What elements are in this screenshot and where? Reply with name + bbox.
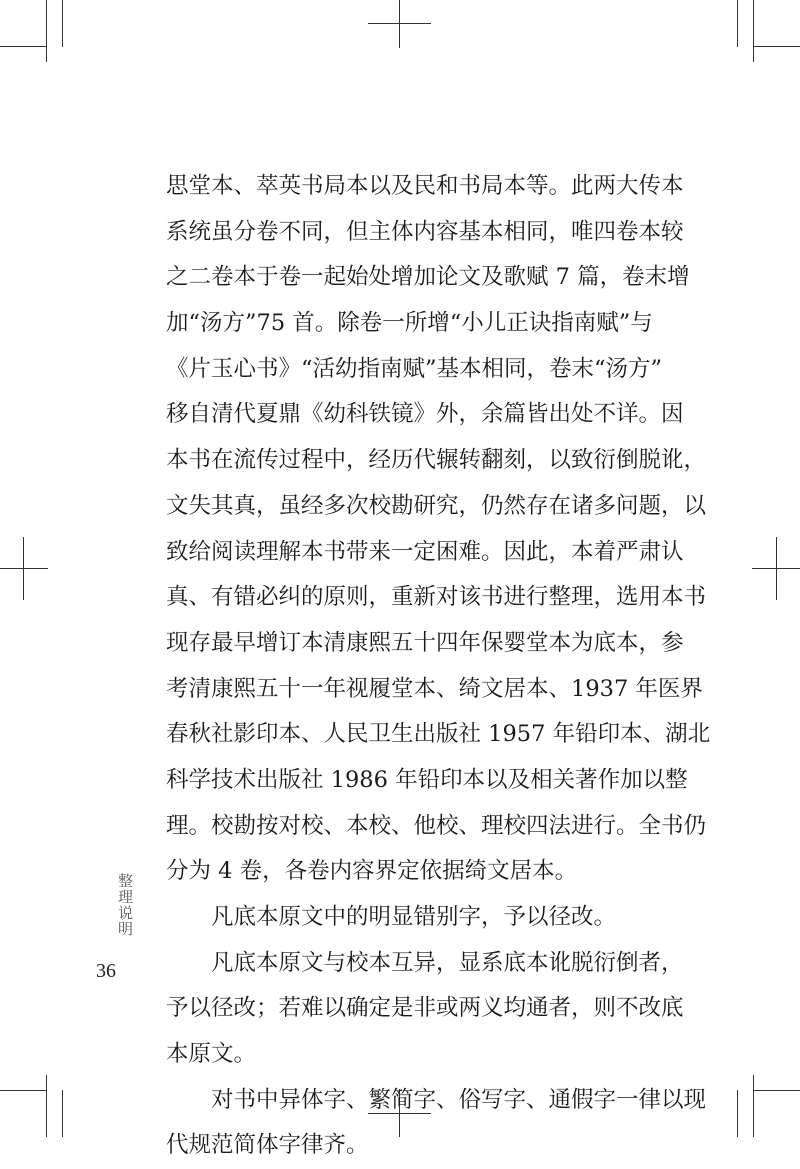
crop-mark bbox=[399, 0, 400, 48]
text-line: 代规范简体字律齐。 bbox=[166, 1132, 369, 1159]
crop-mark bbox=[23, 537, 24, 600]
text-line: 考清康熙五十一年视履堂本、绮文居本、1937 年医界 bbox=[166, 675, 703, 702]
text-line: 分为 4 卷，各卷内容界定依据绮文居本。 bbox=[166, 858, 578, 885]
crop-mark bbox=[368, 23, 431, 24]
text-line: 《片玉心书》“活幼指南赋”基本相同，卷末“汤方” bbox=[166, 355, 663, 382]
crop-mark bbox=[46, 0, 47, 62]
text-line: 春秋社影印本、人民卫生出版社 1957 年铅印本、湖北 bbox=[166, 721, 711, 748]
text-line: 本原文。 bbox=[166, 1041, 257, 1068]
paragraph-start-line: 对书中异体字、繁简字、俗写字、通假字一律以现 bbox=[211, 1086, 707, 1113]
text-line: 理。校勘按对校、本校、他校、理校四法进行。全书仍 bbox=[166, 812, 707, 839]
body-text bbox=[166, 164, 711, 1169]
crop-mark bbox=[46, 1075, 47, 1137]
text-line: 加“汤方”75 首。除卷一所增“小儿正诀指南赋”与 bbox=[166, 310, 653, 337]
paragraph-start-line: 凡底本原文与校本互异，显系底本讹脱衍倒者， bbox=[211, 949, 684, 976]
text-line: 真、有错必纠的原则，重新对该书进行整理，选用本书 bbox=[166, 584, 707, 611]
text-line: 移自清代夏鼎《幼科铁镜》外，余篇皆出处不详。因 bbox=[166, 401, 684, 428]
crop-mark bbox=[776, 537, 777, 600]
text-line: 文失其真，虽经多次校勘研究，仍然存在诸多问题，以 bbox=[166, 492, 707, 519]
text-line: 现存最早增订本清康熙五十四年保婴堂本为底本，参 bbox=[166, 629, 684, 656]
paragraph-start-line: 凡底本原文中的明显错别字，予以径改。 bbox=[211, 904, 617, 930]
text-line: 之二卷本于卷一起始处增加论文及歌赋 7 篇，卷末增 bbox=[166, 264, 690, 291]
crop-mark bbox=[0, 1090, 47, 1091]
crop-mark bbox=[62, 1090, 63, 1137]
text-line: 系统虽分卷不同，但主体内容基本相同，唯四卷本较 bbox=[166, 218, 684, 245]
text-line: 予以径改；若难以确定是非或两义均通者，则不改底 bbox=[166, 995, 684, 1022]
text-line: 本书在流传过程中，经历代辗转翻刻，以致衍倒脱讹， bbox=[166, 447, 707, 474]
crop-mark bbox=[737, 1090, 738, 1137]
text-line: 思堂本、萃英书局本以及民和书局本等。此两大传本 bbox=[166, 173, 684, 199]
text-line: 致给阅读理解本书带来一定困难。因此，本着严肃认 bbox=[166, 538, 684, 565]
crop-mark bbox=[0, 46, 47, 47]
crop-mark bbox=[62, 0, 63, 47]
crop-mark bbox=[0, 568, 48, 569]
crop-mark bbox=[753, 1090, 800, 1091]
crop-mark bbox=[737, 0, 738, 47]
text-line: 科学技术出版社 1986 年铅印本以及相关著作加以整 bbox=[166, 766, 688, 793]
crop-mark bbox=[753, 46, 800, 47]
crop-mark bbox=[753, 1075, 754, 1137]
section-side-label: 整理说明 bbox=[116, 873, 134, 937]
crop-mark bbox=[753, 0, 754, 62]
page-number: 36 bbox=[96, 960, 116, 982]
